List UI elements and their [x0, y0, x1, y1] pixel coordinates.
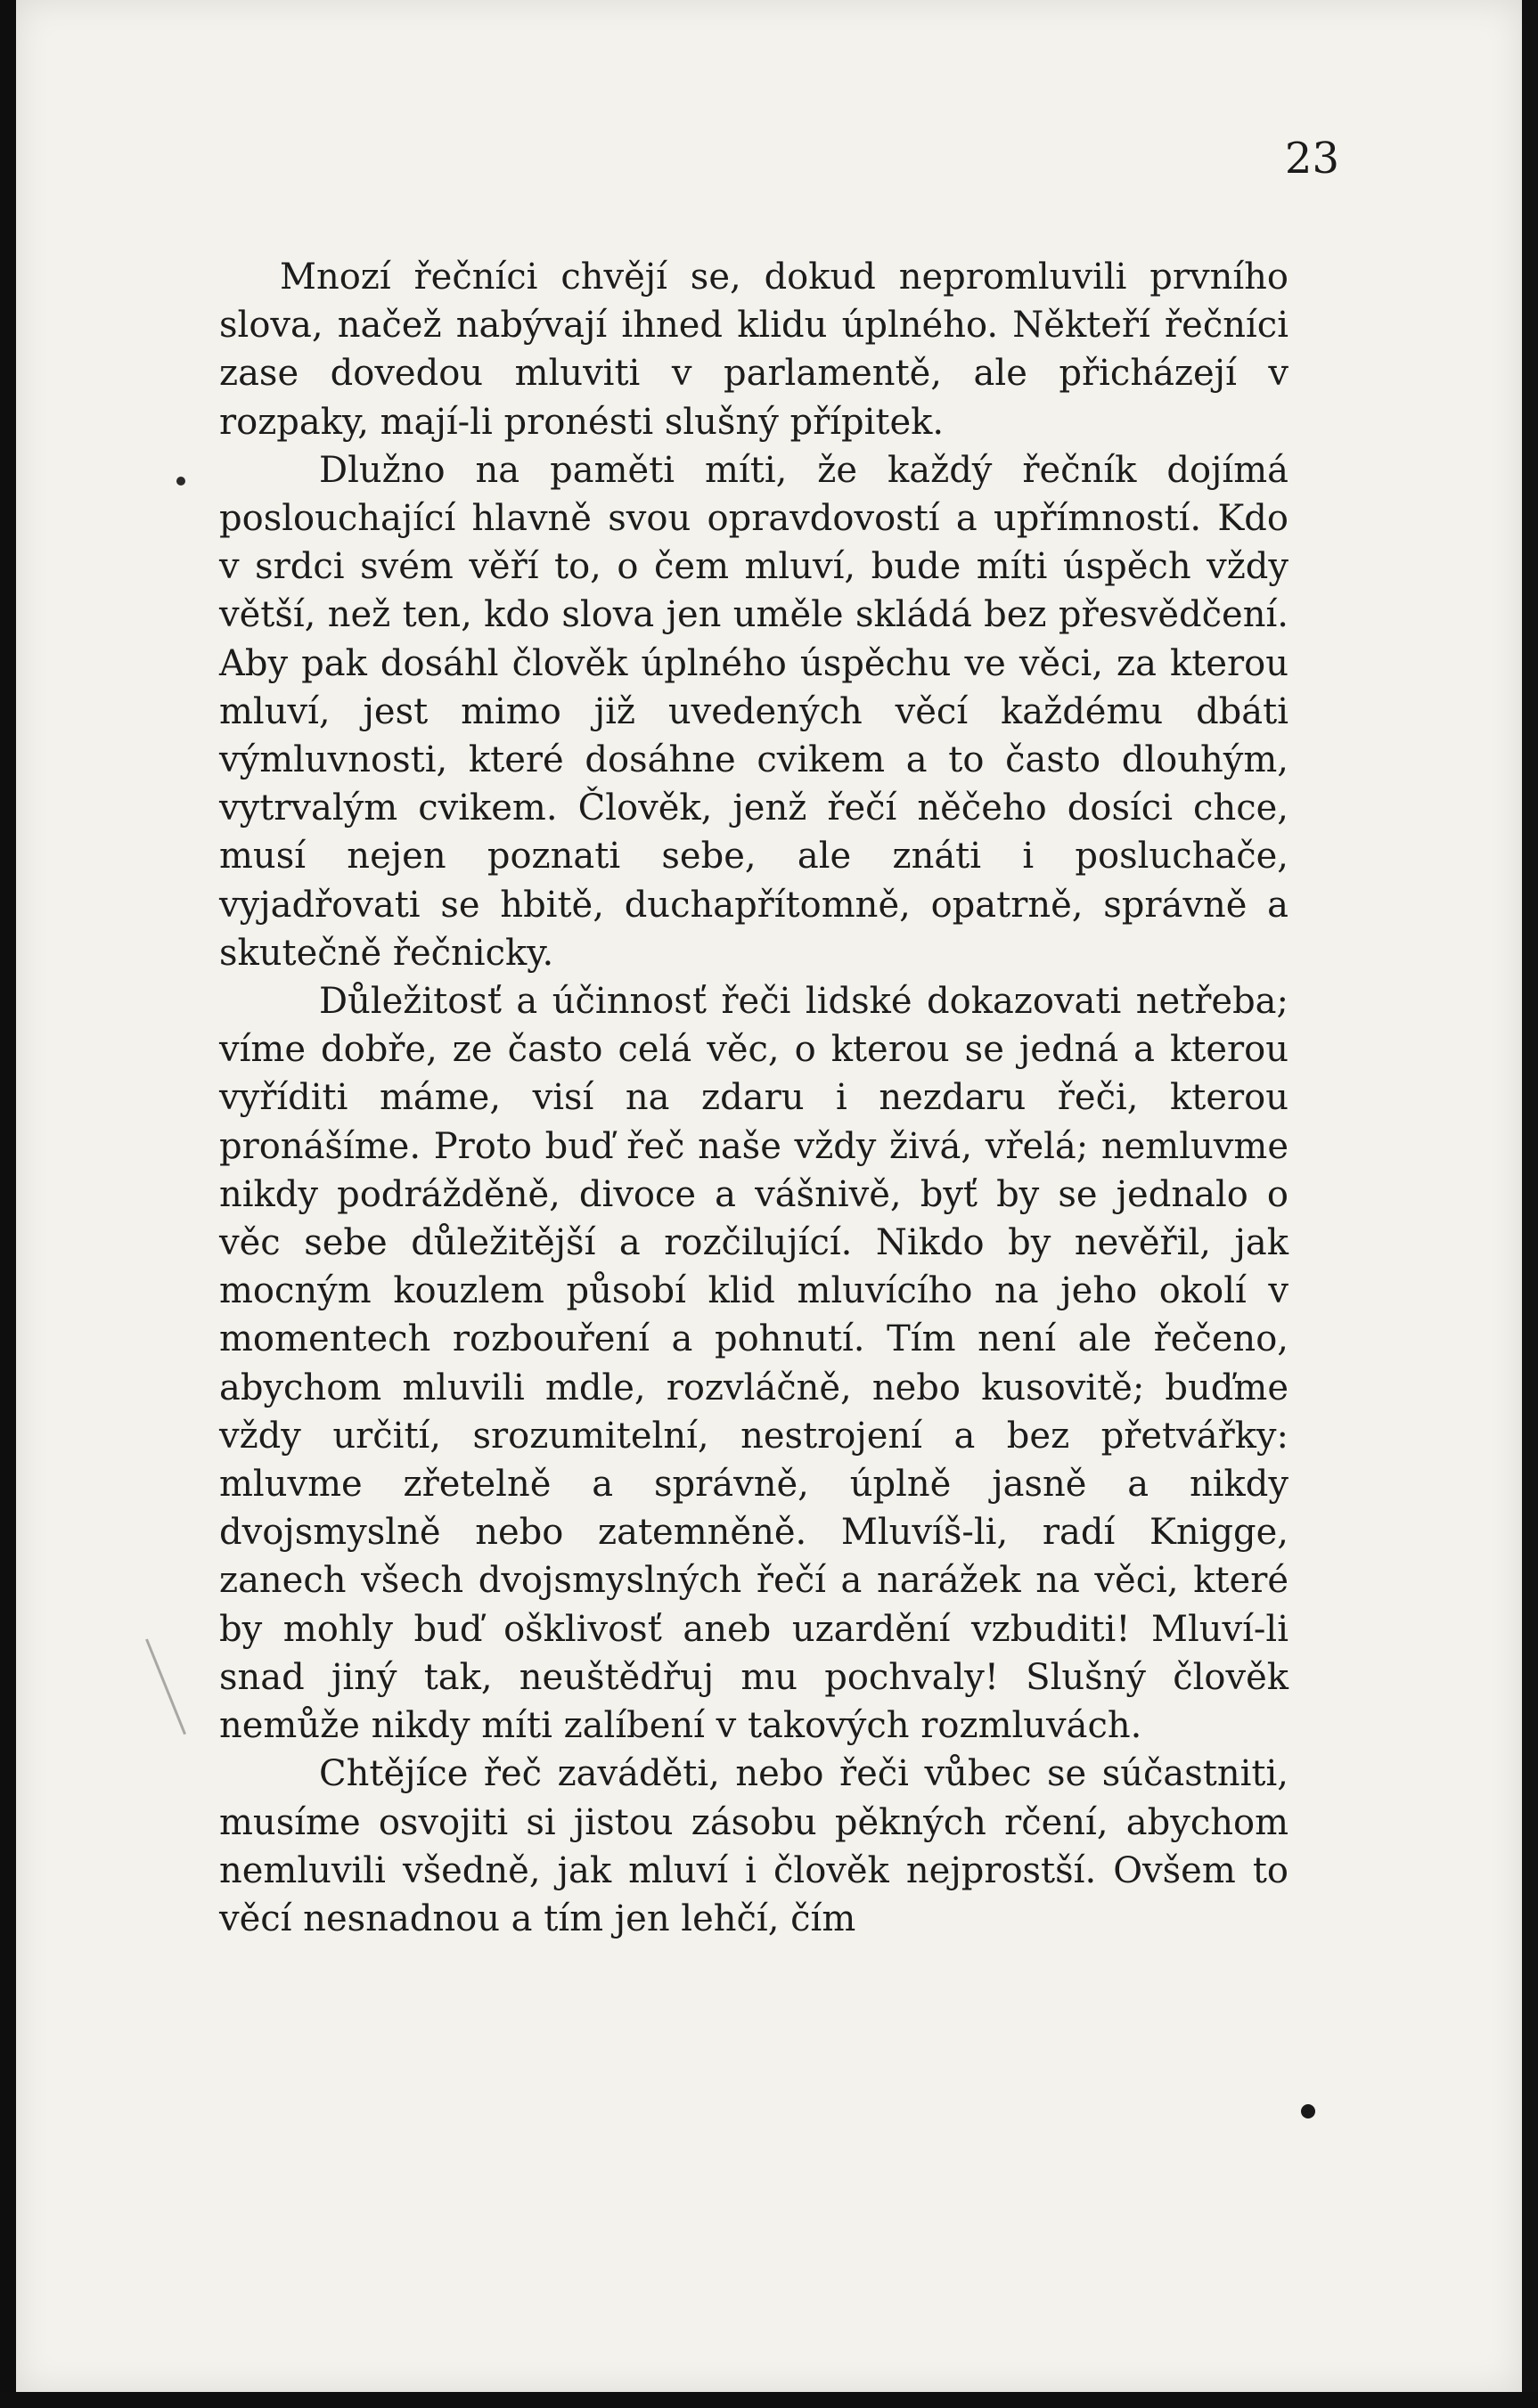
body-text — [219, 253, 1288, 1943]
ink-dot-mark — [1301, 2104, 1315, 2118]
margin-pencil-mark — [145, 1638, 186, 1735]
scan-edge-right — [1522, 0, 1538, 2408]
scan-edge-bottom — [0, 2392, 1538, 2408]
book-page — [16, 0, 1522, 2392]
paragraph-1: Mnozí řečníci chvějí se, dokud nepromluvili prvního slova, načež nabývají ihned klidu úplného. Někteří řečníci zase dovedou mluviti v parlamentě, ale přicházejí v rozpaky, mají-li pronésti slušný přípitek. — [219, 257, 1288, 443]
page-number: 23 — [1284, 134, 1339, 184]
paragraph-4: Chtějíce řeč zaváděti, nebo řeči vůbec se súčastniti, musíme osvojiti si jistou zásobu pěkných rčení, abychom nemluvili všedně, jak mluví i člověk nejprostší. Ovšem to věcí nesnadnou a tím jen lehčí, čím — [219, 1753, 1288, 1939]
margin-dot-mark — [176, 477, 185, 486]
paragraph-2: Dlužno na paměti míti, že každý řečník dojímá poslouchající hlavně svou opravdovostí a upřímností. Kdo v srdci svém věří to, o čem mluví, bude míti úspěch vždy větší, než ten, kdo slova jen uměle skládá bez přesvědčení. Aby pak dosáhl člověk úplného úspěchu ve věci, za kterou mluví, jest mimo již uvedených věcí každému dbáti výmluvnosti, které dosáhne cvikem a to často dlouhým, vytrvalým cvikem. Člověk, jenž řečí něčeho dosíci chce, musí nejen poznati sebe, ale znáti i posluchače, vyjadřovati se hbitě, duchapřítomně, opatrně, správně a skutečně řečnicky. — [219, 449, 1288, 974]
scan-edge-left — [0, 0, 16, 2408]
paragraph-3: Důležitosť a účinnosť řeči lidské dokazovati netřeba; víme dobře, ze často celá věc, o kterou se jedná a kterou vyříditi máme, visí na zdaru i nezdaru řeči, kterou pronášíme. Proto buď řeč naše vždy živá, vřelá; nemluvme nikdy podrážděně, divoce a vášnivě, byť by se jednalo o věc sebe důležitější a rozčilující. Nikdo by nevěřil, jak mocným kouzlem působí klid mluvícího na jeho okolí v momentech rozbouření a pohnutí. Tím není ale řečeno, abychom mluvili mdle, rozvláčně, nebo kusovitě; buďme vždy určití, srozumitelní, nestrojení a bez přetvářky: mluvme zřetelně a správně, úplně jasně a nikdy dvojsmyslně nebo zatemněně. Mluvíš-li, radí Knigge, zanech všech dvojsmyslných řečí a narážek na věci, které by mohly buď ošklivosť aneb uzardění vzbuditi! Mluví-li snad jiný tak, neuštědřuj mu pochvaly! Slušný člověk nemůže nikdy míti zalíbení v takových rozmluvách. — [219, 981, 1288, 1747]
